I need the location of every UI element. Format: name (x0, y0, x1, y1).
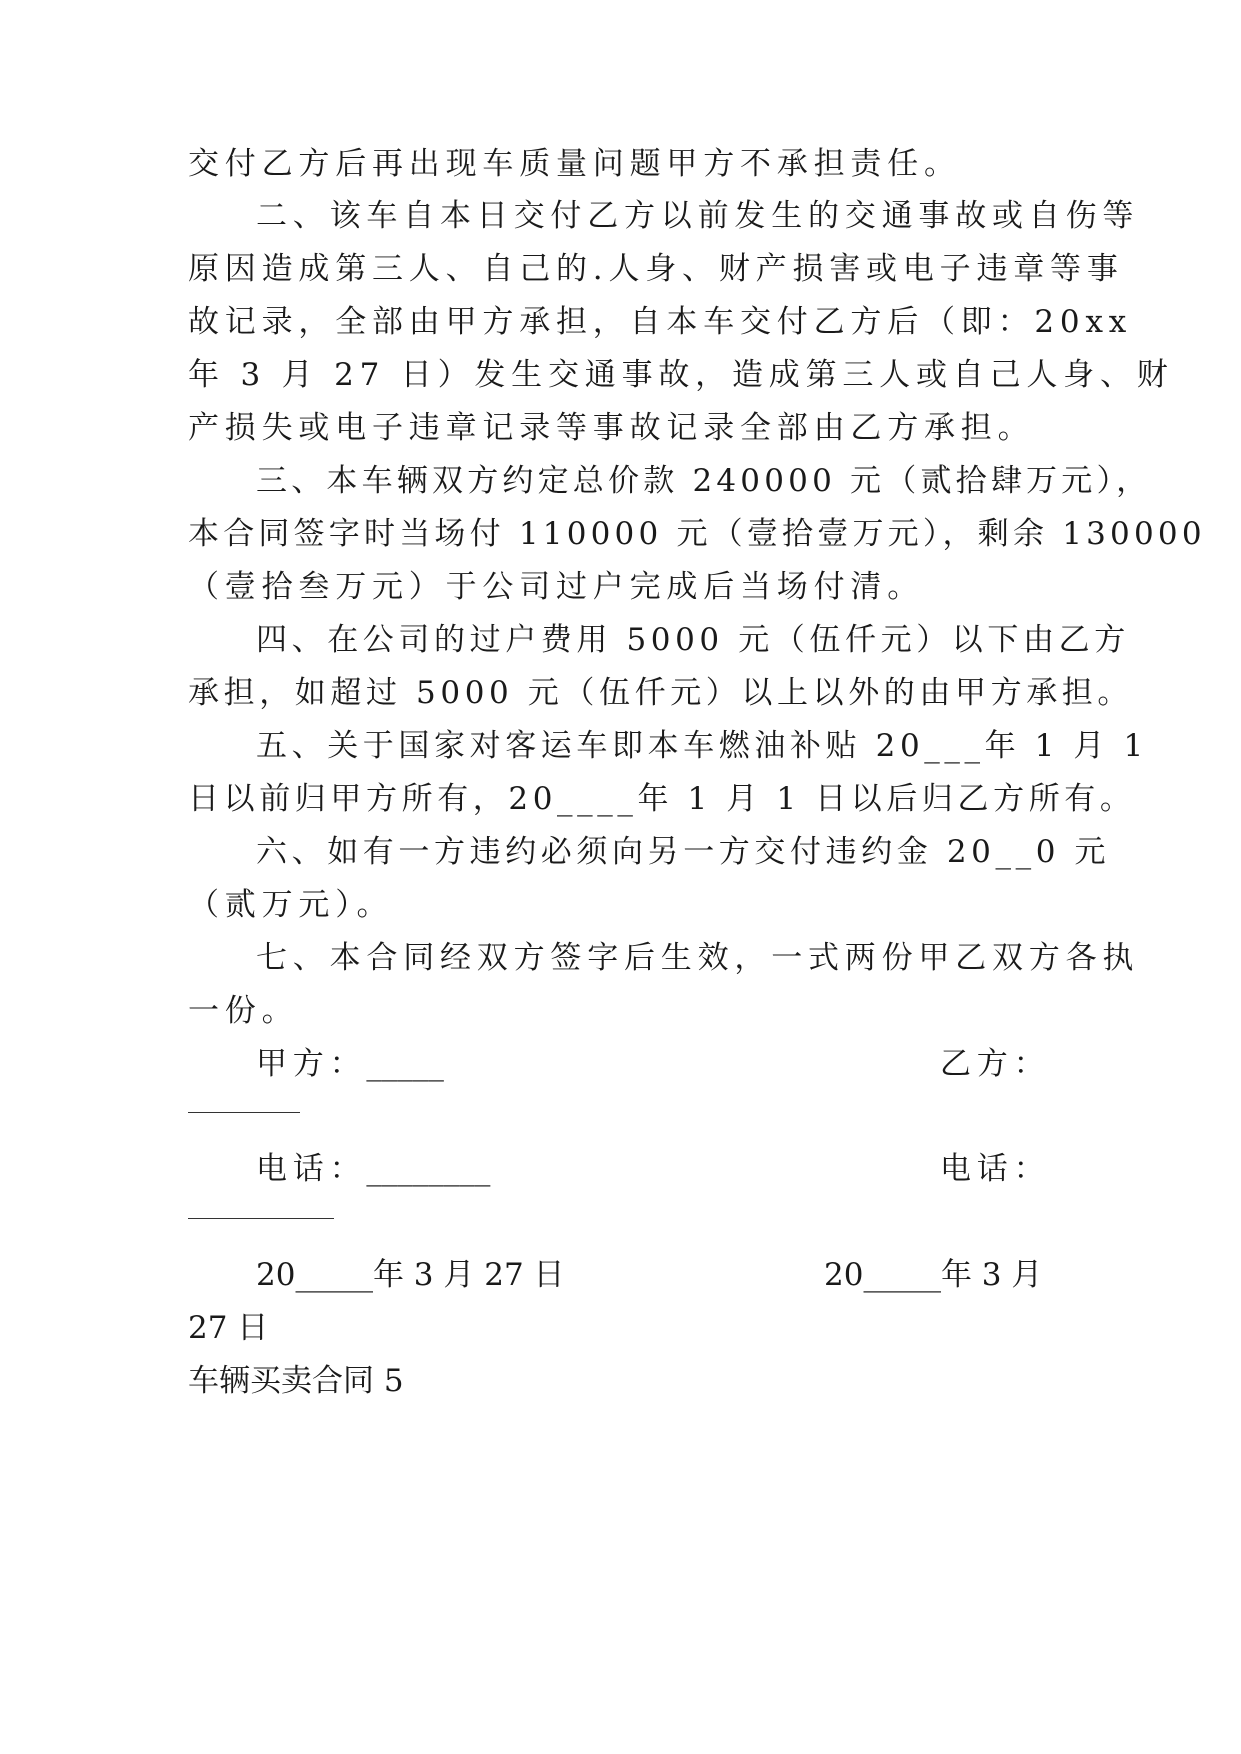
paragraph-line: 六、如有一方违约必须向另一方交付违约金 20__0 元 (256, 834, 1111, 870)
paragraph-line: （壹拾叁万元）于公司过户完成后当场付清。 (188, 569, 924, 605)
party-b-label: 乙方： (940, 1046, 1051, 1082)
paragraph-line: 产损失或电子违章记录等事故记录全部由乙方承担。 (188, 410, 1035, 446)
phone-a-label (256, 1149, 490, 1189)
paragraph-line: （贰万元）。 (188, 887, 394, 923)
phone-b-signature-line (188, 1218, 334, 1219)
paragraph-line: 二、该车自本日交付乙方以前发生的交通事故或自伤等 (256, 198, 1140, 234)
paragraph-line: 年 3 月 27 日）发生交通事故，造成第三人或自己人身、财 (188, 357, 1174, 393)
date-a: 20_____年 3 月 27 日 (256, 1257, 565, 1293)
paragraph-line: 四、在公司的过户费用 5000 元（伍仟元）以下由乙方 (256, 622, 1130, 658)
party-a-label (256, 1044, 444, 1084)
paragraph-line: 故记录，全部由甲方承担，自本车交付乙方后（即：20xx (188, 304, 1133, 340)
date-b-continued: 27 日 (188, 1310, 269, 1346)
paragraph-line: 七、本合同经双方签字后生效，一式两份甲乙双方各执 (256, 940, 1140, 976)
paragraph-line: 承担，如超过 5000 元（伍仟元）以上以外的由甲方承担。 (188, 675, 1133, 711)
paragraph-line: 原因造成第三人、自己的.人身、财产损害或电子违章等事 (188, 251, 1124, 287)
paragraph-line: 本合同签字时当场付 110000 元（壹拾壹万元），剩余 130000 (188, 516, 1206, 552)
paragraph-line: 日以前归甲方所有，20____年 1 月 1 日以后归乙方所有。 (188, 781, 1136, 817)
phone-b-label: 电话： (940, 1151, 1051, 1187)
paragraph-line: 交付乙方后再出现车质量问题甲方不承担责任。 (188, 146, 961, 182)
party-a-blank: _____ (366, 1046, 444, 1082)
next-section-title: 车辆买卖合同 5 (188, 1363, 404, 1399)
phone-a-blank: ________ (366, 1151, 491, 1187)
date-b: 20_____年 3 月 (824, 1257, 1043, 1293)
party-b-signature-line (188, 1112, 300, 1113)
paragraph-line: 五、关于国家对客运车即本车燃油补贴 20___年 1 月 1 (256, 728, 1148, 764)
party-a-label-text: 甲方： (256, 1046, 367, 1082)
phone-a-label-text: 电话： (256, 1151, 367, 1187)
paragraph-line: 一份。 (188, 993, 299, 1029)
paragraph-line: 三、本车辆双方约定总价款 240000 元（贰拾肆万元）， (256, 463, 1152, 499)
